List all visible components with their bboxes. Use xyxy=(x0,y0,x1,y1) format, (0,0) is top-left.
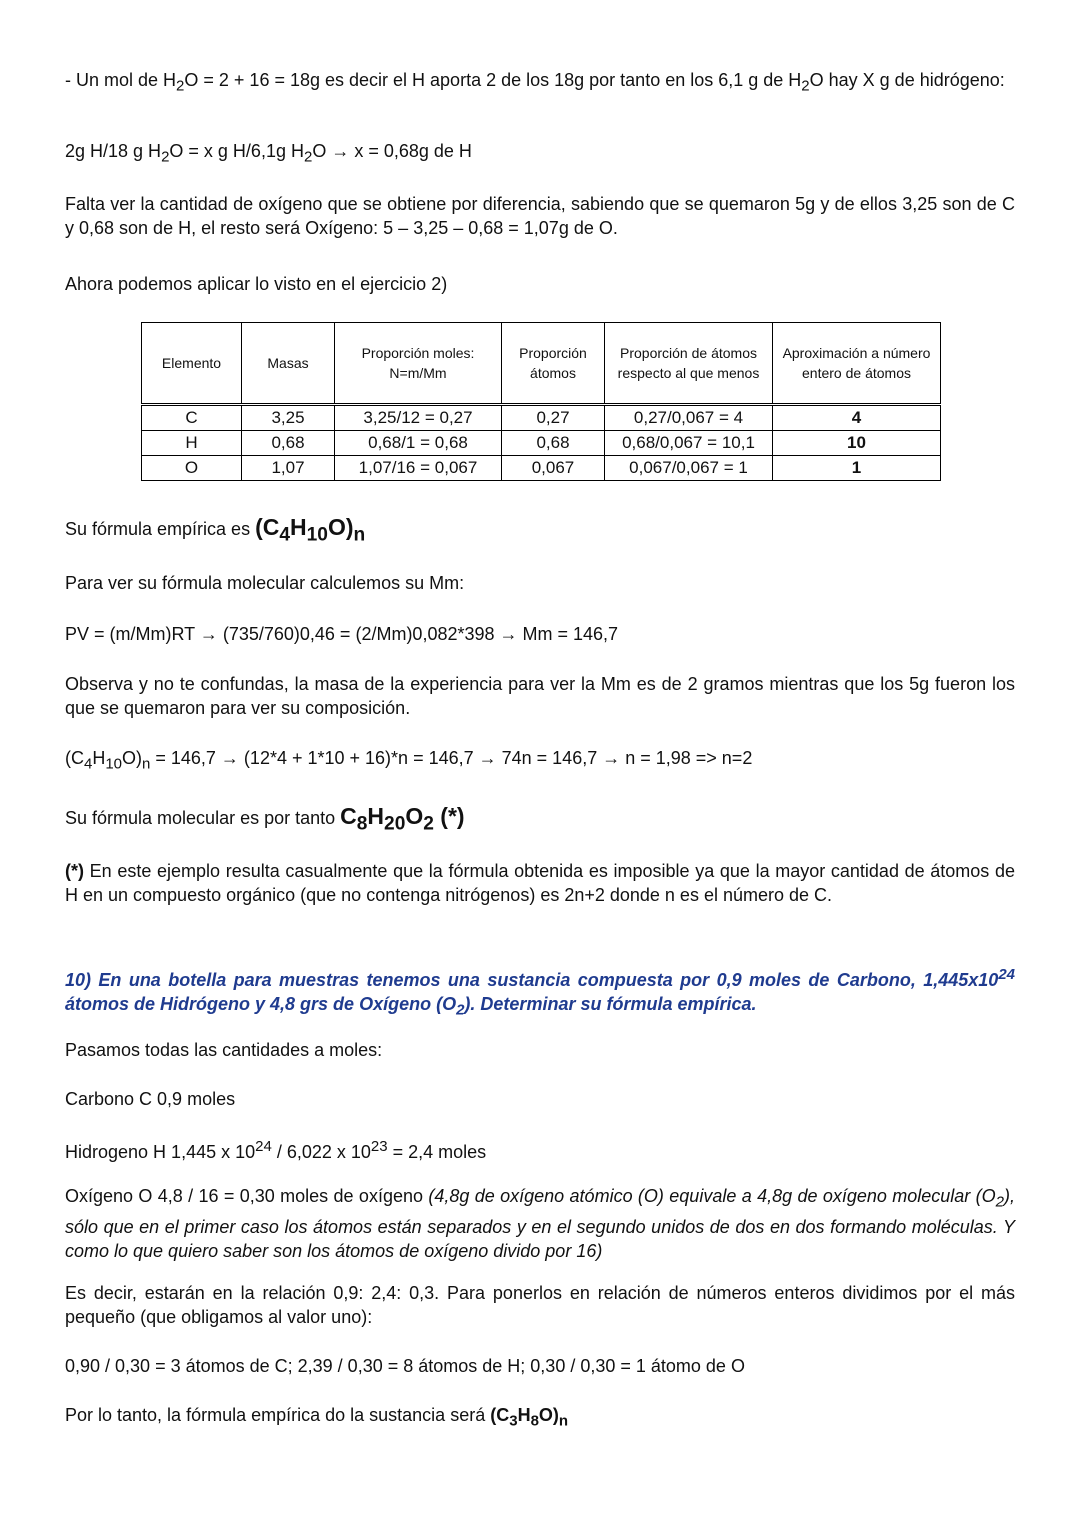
exercise-text: átomos de Hidrógeno y 4,8 grs de Oxígeno (O xyxy=(65,994,457,1014)
formula-part: H xyxy=(517,1405,531,1425)
hidrogeno-text: Hidrogeno H 1,445 x 10 xyxy=(65,1142,256,1162)
subscript: n xyxy=(558,1412,569,1430)
formula-part: (C xyxy=(65,748,84,768)
empirical-formula xyxy=(255,514,366,546)
table-cell: 0,68 xyxy=(242,431,335,456)
subscript: 2 xyxy=(161,148,170,166)
table-cell: 1,07 xyxy=(242,456,335,481)
oxigeno-text: Oxígeno O 4,8 / 16 = 0,30 moles de oxígeno xyxy=(65,1186,429,1206)
table-cell: 0,68/1 = 0,68 xyxy=(335,431,502,456)
gas-law-equation: PV = (m/Mm)RT → (735/760)0,46 = (2/Mm)0,082*398 → Mm = 146,7 xyxy=(65,624,619,644)
subscript: n xyxy=(353,524,366,546)
superscript: 23 xyxy=(370,1138,388,1155)
oxigeno-paragraph xyxy=(65,1184,1015,1263)
equation-rest: = 146,7 → (12*4 + 1*10 + 16)*n = 146,7 → 74n = 146,7 → n = 1,98 => n=2 xyxy=(150,748,753,768)
table-cell: 10 xyxy=(773,431,941,456)
formula-part: O) xyxy=(122,748,143,768)
table-row xyxy=(142,431,941,456)
table-cell: 0,68 xyxy=(502,431,605,456)
header-proporcion-moles: Proporción moles: N=m/Mm xyxy=(335,323,502,404)
subscript: 8 xyxy=(356,813,368,835)
intro-paragraph xyxy=(65,68,1015,99)
subscript: 2 xyxy=(801,77,810,95)
formula-part: C xyxy=(340,803,357,829)
oxigeno-note: ), sólo que en el primer caso los átomos están separados y en el segundo unidos de dos en dos formando moléculas. Y como lo que quiero saber son los átomos de oxígeno divido por 16) xyxy=(65,1186,1015,1261)
note-paragraph xyxy=(65,859,1015,907)
final-label: Por lo tanto, la fórmula empírica do la sustancia será xyxy=(65,1405,491,1425)
subscript: 8 xyxy=(530,1412,539,1430)
table-cell: H xyxy=(142,431,242,456)
table-cell: 0,27/0,067 = 4 xyxy=(605,406,773,431)
intro-text-a: - Un mol de H xyxy=(65,70,177,90)
subscript: 10 xyxy=(306,524,328,546)
subscript: 4 xyxy=(279,524,291,546)
header-proporcion-respecto: Proporción de átomos respecto al que menos xyxy=(605,323,773,404)
intro-text-c: O hay X g de hidrógeno: xyxy=(809,70,1005,90)
subscript: 2 xyxy=(995,1193,1004,1211)
hidrogeno-text: / 6,022 x 10 xyxy=(271,1142,371,1162)
formula-part: H xyxy=(367,803,385,829)
table-cell: O xyxy=(142,456,242,481)
subscript: 2 xyxy=(303,148,313,166)
table-cell: 0,067 xyxy=(502,456,605,481)
composition-table xyxy=(141,322,941,481)
pasamos-line: Pasamos todas las cantidades a moles: xyxy=(65,1040,383,1060)
exercise-10-heading xyxy=(65,963,1015,1023)
molecular-label: Su fórmula molecular es por tanto xyxy=(65,808,341,828)
exercise-text: ). Determinar su fórmula empírica. xyxy=(464,994,757,1014)
n-equation xyxy=(65,746,1015,777)
subscript: 10 xyxy=(105,755,123,773)
subscript: 3 xyxy=(509,1412,518,1430)
eq-part-b: O = x g H/6,1g H xyxy=(169,141,304,161)
exercise-text: 10) En una botella para muestras tenemos una sustancia compuesta por 0,9 moles de Carbono, 1,445x10 xyxy=(65,970,999,990)
formula-part: O xyxy=(405,803,424,829)
formula-part: H xyxy=(290,514,307,540)
subscript: n xyxy=(142,755,151,773)
hydrogen-equation xyxy=(65,139,1015,170)
molecular-formula xyxy=(340,803,465,835)
table-cell: C xyxy=(142,406,242,431)
relacion-paragraph: Es decir, estarán en la relación 0,9: 2,4: 0,3. Para ponerlos en relación de números enteros dividimos por el más pequeño (que obligamos al valor uno): xyxy=(65,1283,1015,1327)
header-aproximacion: Aproximación a número entero de átomos xyxy=(773,323,941,404)
carbono-line: Carbono C 0,9 moles xyxy=(65,1089,236,1109)
table-cell: 0,067/0,067 = 1 xyxy=(605,456,773,481)
subscript: 4 xyxy=(84,755,93,773)
header-elemento: Elemento xyxy=(142,323,242,404)
empirical-formula-line xyxy=(65,512,1015,551)
superscript: 24 xyxy=(998,966,1015,983)
header-proporcion-atomos: Proporción átomos xyxy=(502,323,605,404)
mm-intro: Para ver su fórmula molecular calculemos su Mm: xyxy=(65,573,465,593)
formula-part: O) xyxy=(538,1405,559,1425)
intro-text-b: O = 2 + 16 = 18g es decir el H aporta 2 de los 18g por tanto en los 6,1 g de H xyxy=(184,70,802,90)
empirical-label: Su fórmula empírica es xyxy=(65,519,256,539)
oxygen-difference-paragraph: Falta ver la cantidad de oxígeno que se obtiene por diferencia, sabiendo que se quemaron 5g y de ellos 3,25 son de C y 0,68 son de H, el resto será Oxígeno: 5 – 3,25 – 0,68 = 1,07g de O. xyxy=(65,194,1015,238)
observa-paragraph: Observa y no te confundas, la masa de la experiencia para ver la Mm es de 2 gramos mientras que los 5g fueron los que se quemaron para ver su composición. xyxy=(65,674,1015,718)
table-header-row xyxy=(142,323,941,404)
formula-part: (C xyxy=(490,1405,510,1425)
subscript: 2 xyxy=(456,1001,465,1019)
table-cell: 0,27 xyxy=(502,406,605,431)
table-cell: 1,07/16 = 0,067 xyxy=(335,456,502,481)
table-cell: 4 xyxy=(773,406,941,431)
table-row xyxy=(142,456,941,481)
table-row xyxy=(142,406,941,431)
note-text: En este ejemplo resulta casualmente que la fórmula obtenida es imposible ya que la mayor cantidad de átomos de H en un compuesto orgánico (que no contenga nitrógenos) es 2n+2 donde n es el número de C. xyxy=(65,861,1015,905)
note-asterisk: (*) xyxy=(65,861,84,881)
eq-part-a: 2g H/18 g H xyxy=(65,141,162,161)
eq-part-c: O → x = 0,68g de H xyxy=(312,141,472,161)
hidrogeno-text: = 2,4 moles xyxy=(387,1142,487,1162)
table-cell: 3,25 xyxy=(242,406,335,431)
final-formula-line xyxy=(65,1403,1015,1434)
final-formula xyxy=(490,1405,569,1430)
formula-part: O) xyxy=(327,514,354,540)
formula-part: (C xyxy=(255,514,280,540)
table-cell: 3,25/12 = 0,27 xyxy=(335,406,502,431)
subscript: 20 xyxy=(384,813,406,835)
molecular-formula-line xyxy=(65,801,1015,840)
subscript: 2 xyxy=(176,77,185,95)
subscript: 2 xyxy=(423,813,434,835)
table-cell: 0,68/0,067 = 10,1 xyxy=(605,431,773,456)
division-line: 0,90 / 0,30 = 3 átomos de C; 2,39 / 0,30 = 8 átomos de H; 0,30 / 0,30 = 1 átomo de O xyxy=(65,1356,745,1376)
formula-part: H xyxy=(92,748,106,768)
asterisk-mark: (*) xyxy=(433,803,465,829)
superscript: 24 xyxy=(255,1138,272,1155)
ahora-paragraph: Ahora podemos aplicar lo visto en el ejercicio 2) xyxy=(65,274,448,294)
table-cell: 1 xyxy=(773,456,941,481)
hidrogeno-line xyxy=(65,1135,1015,1164)
header-masas: Masas xyxy=(242,323,335,404)
oxigeno-note: (4,8g de oxígeno atómico (O) equivale a 4,8g de oxígeno molecular (O xyxy=(428,1186,996,1206)
